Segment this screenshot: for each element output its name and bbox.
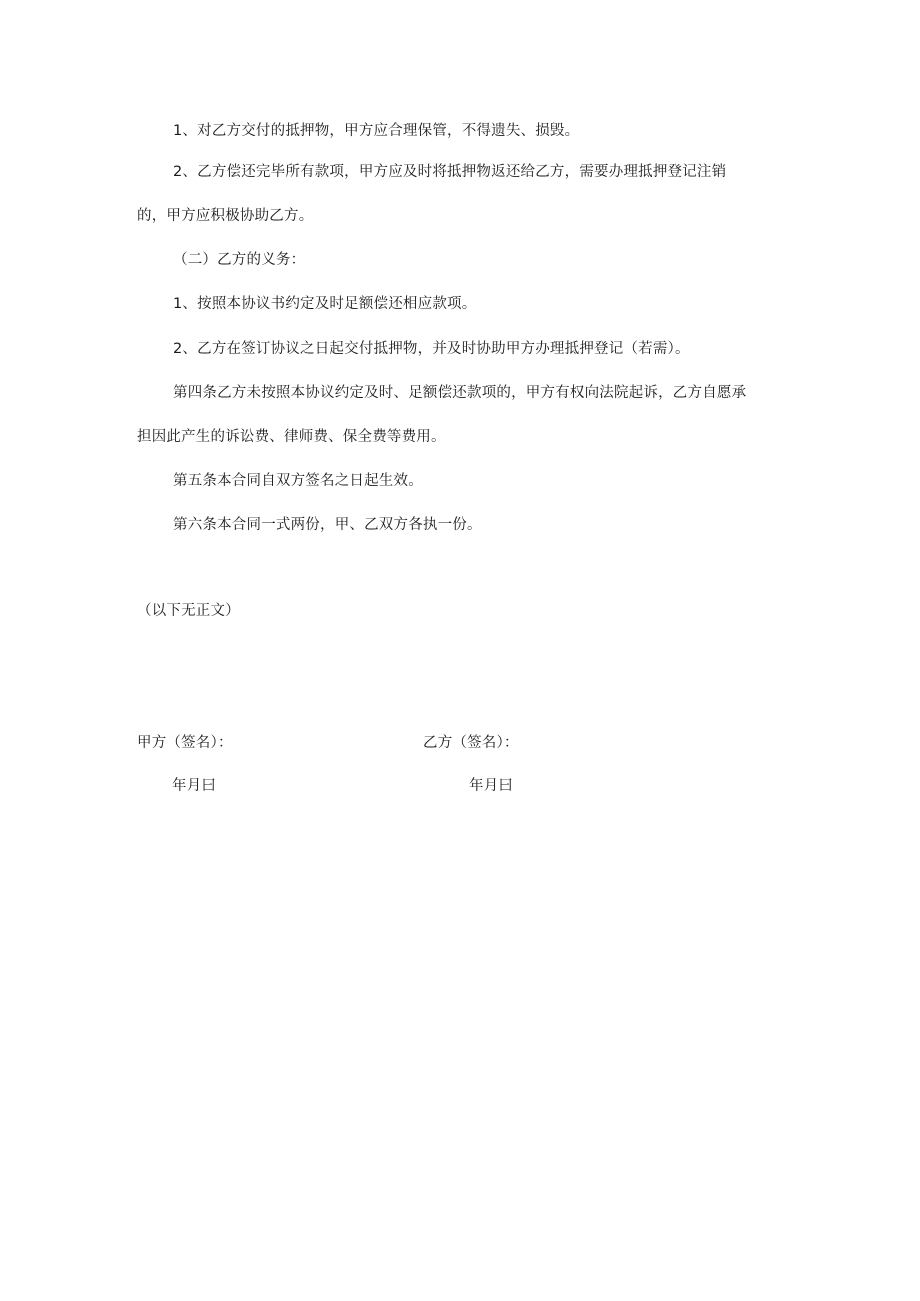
section-heading-party-b-obligations: （二）乙方的义务： (173, 252, 306, 268)
article-six: 第六条本合同一式两份，甲、乙双方各执一份。 (173, 517, 482, 533)
paragraph-obligation-b-2: 2、乙方在签订协议之日起交付抵押物，并及时协助甲方办理抵押登记（若需）。 (173, 341, 690, 357)
end-note: （以下无正文） (137, 603, 240, 619)
paragraph-obligation-a-2: 2、乙方偿还完毕所有款项，甲方应及时将抵押物返还给乙方，需要办理抵押登记注销 (173, 164, 727, 180)
paragraph-obligation-a-1: 1、对乙方交付的抵押物，甲方应合理保管，不得遗失、损毁。 (173, 123, 580, 139)
article-four: 第四条乙方未按照本协议约定及时、足额偿还款项的，甲方有权向法院起诉，乙方自愿承 (173, 385, 747, 401)
article-five: 第五条本合同自双方签名之日起生效。 (173, 473, 423, 489)
party-a-date: 年月曰 (172, 778, 217, 794)
party-b-date: 年月曰 (469, 778, 514, 794)
article-four-cont: 担因此产生的诉讼费、律师费、保全费等费用。 (137, 429, 446, 445)
party-a-signature-label: 甲方（签名）： (137, 735, 233, 751)
paragraph-obligation-a-2-cont: 的，甲方应积极协助乙方。 (137, 208, 314, 224)
paragraph-obligation-b-1: 1、按照本协议书约定及时足额偿还相应款项。 (173, 296, 477, 312)
party-b-signature-label: 乙方（签名）： (423, 735, 519, 751)
